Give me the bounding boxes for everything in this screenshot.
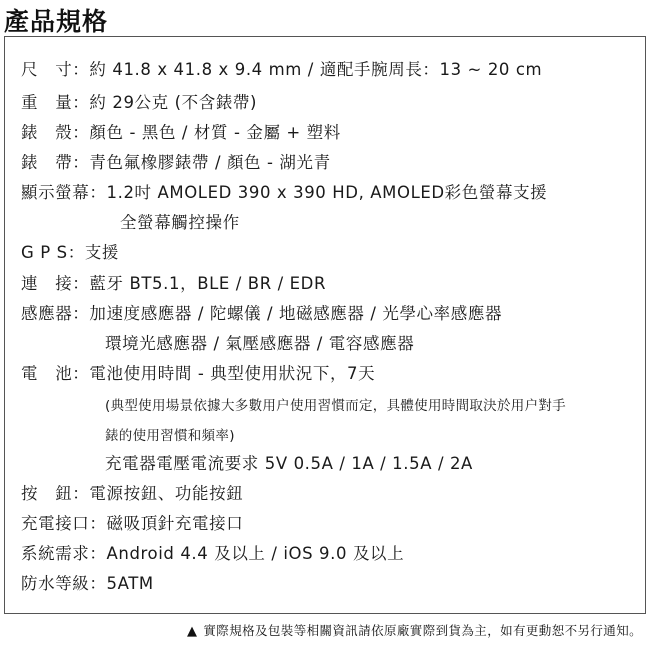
spec-label: 連 接：: [21, 274, 90, 293]
spec-row-connect: [21, 273, 326, 295]
triangle-icon: ▲: [186, 624, 198, 639]
spec-label: 防水等級：: [21, 574, 107, 593]
battery-note-line-2: 錶的使用習慣和頻率): [105, 428, 235, 444]
charger-requirement: 充電器電壓電流要求 5V 0.5A / 1A / 1.5A / 2A: [105, 454, 473, 473]
spec-label: 電 池：: [21, 364, 90, 383]
spec-row-display: [21, 182, 547, 204]
spec-value: 顏色 - 黑色 / 材質 - 金屬 + 塑料: [89, 123, 341, 142]
spec-value: 5ATM: [106, 574, 154, 593]
spec-value-continued: 全螢幕觸控操作: [120, 213, 240, 232]
spec-value-continued: 環境光感應器 / 氣壓感應器 / 電容感應器: [105, 334, 415, 353]
spec-label: 錶 帶：: [21, 153, 90, 172]
spec-value: 加速度感應器 / 陀螺儀 / 地磁感應器 / 光學心率感應器: [89, 304, 503, 323]
spec-row-gps: [21, 242, 119, 264]
spec-row-case: [21, 122, 341, 144]
spec-label: 系統需求：: [21, 544, 107, 563]
spec-value: 電源按鈕、功能按鈕: [89, 484, 244, 503]
battery-note-line-1: (典型使用場景依據大多數用户使用習慣而定，具體使用時間取決於用户對手: [105, 398, 566, 414]
spec-row-sensor: [21, 303, 502, 325]
spec-box: [4, 36, 646, 614]
spec-row-port: [21, 513, 243, 535]
spec-row-battery: [21, 363, 375, 385]
spec-label: 重 量：: [21, 93, 90, 112]
page-title: 產品規格: [4, 7, 109, 36]
spec-value: 支援: [84, 243, 120, 262]
spec-value: 磁吸頂針充電接口: [106, 514, 244, 533]
spec-label: 充電接口：: [21, 514, 107, 533]
spec-value: 約 29公克 (不含錶帶): [89, 93, 258, 112]
spec-row-strap: [21, 152, 331, 174]
spec-label: 感應器：: [21, 304, 90, 323]
spec-value: Android 4.4 及以上 / iOS 9.0 及以上: [106, 544, 405, 563]
spec-label: 按 鈕：: [21, 484, 90, 503]
spec-row-weight: [21, 92, 257, 114]
spec-row-water: [21, 573, 154, 595]
spec-value: 青色氟橡膠錶帶 / 顏色 - 湖光青: [89, 153, 331, 172]
spec-value: 藍牙 BT5.1，BLE / BR / EDR: [89, 274, 327, 293]
spec-row-size: [21, 59, 542, 81]
spec-value: 約 41.8 x 41.8 x 9.4 mm / 適配手腕周長：13 ~ 20 cm: [89, 60, 543, 79]
spec-row-system: [21, 543, 404, 565]
spec-value: 電池使用時間 - 典型使用狀況下，7天: [89, 364, 376, 383]
footnote: [187, 621, 642, 639]
spec-value: 1.2吋 AMOLED 390 x 390 HD, AMOLED彩色螢幕支援: [106, 183, 548, 202]
spec-label: G P S：: [21, 243, 85, 262]
footnote-text: 實際規格及包裝等相關資訊請依原廠實際到貨為主，如有更動恕不另行通知。: [203, 623, 642, 638]
spec-label: 錶 殼：: [21, 123, 90, 142]
spec-row-buttons: [21, 483, 243, 505]
spec-label: 尺 寸：: [21, 60, 90, 79]
spec-label: 顯示螢幕：: [21, 183, 107, 202]
